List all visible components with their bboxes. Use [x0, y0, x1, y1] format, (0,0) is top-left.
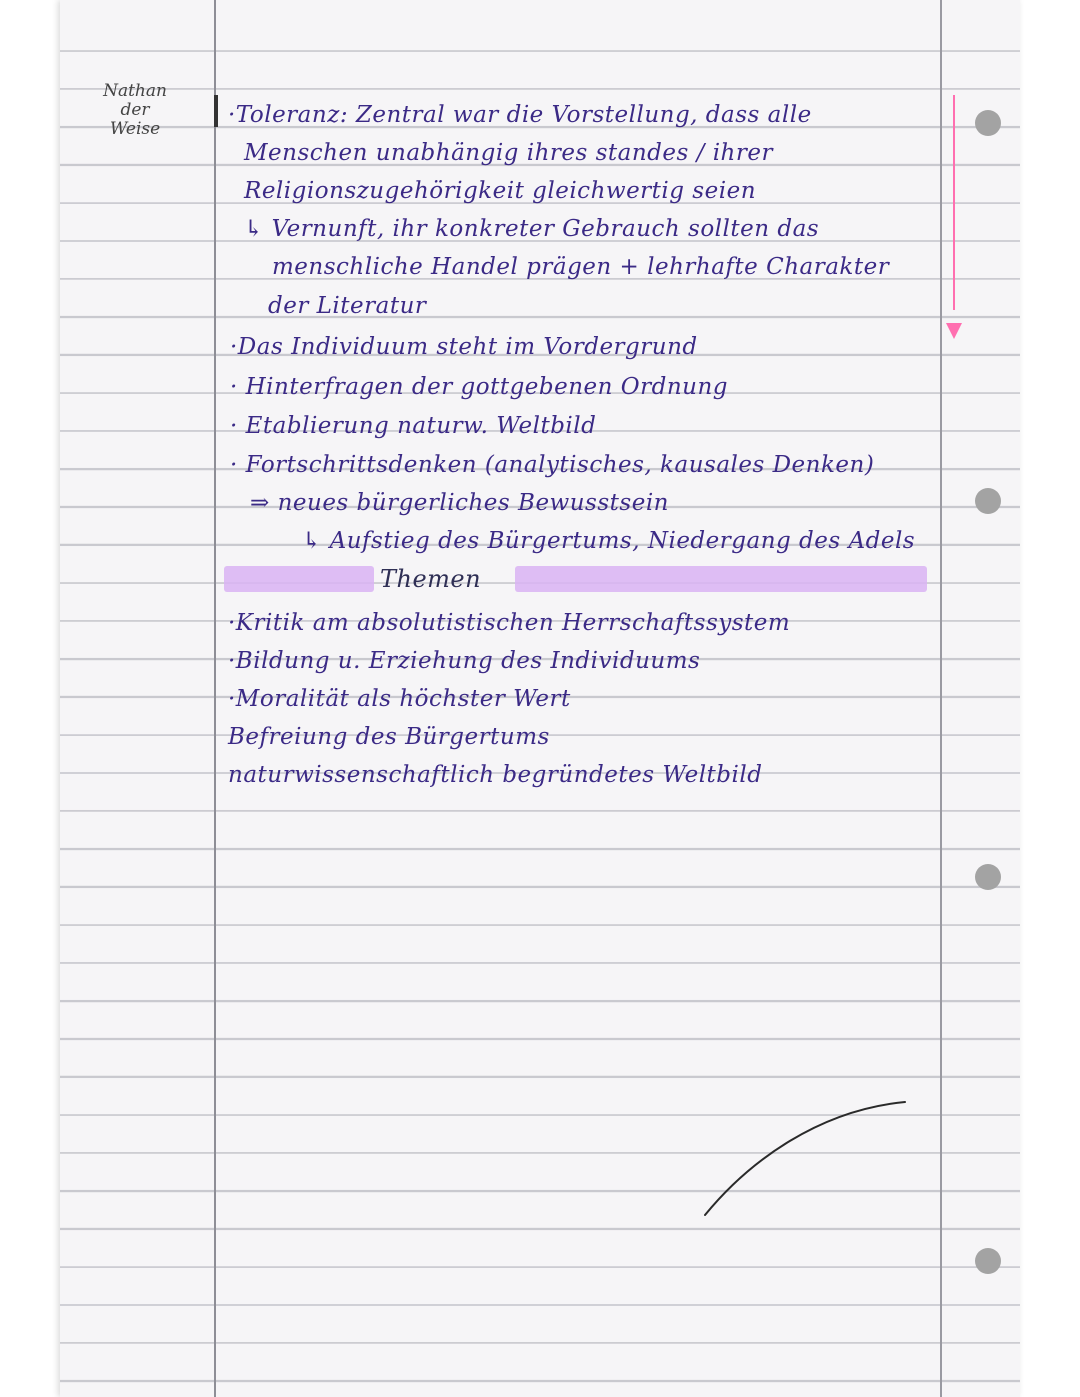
pink-marker-line — [953, 95, 955, 310]
note-line: menschliche Handel prägen + lehrhafte Charakter — [272, 254, 890, 280]
themen-line: ·Bildung u. Erziehung des Individuums — [228, 648, 701, 674]
left-margin-line — [214, 0, 216, 1397]
note-line: · Fortschrittsdenken (analytisches, kausales Denken) — [230, 452, 875, 478]
note-line: Menschen unabhängig ihres standes / ihrer — [244, 140, 773, 166]
note-line: · Hinterfragen der gottgebenen Ordnung — [230, 374, 729, 400]
themen-line: ·Kritik am absolutistischen Herrschaftssystem — [228, 610, 791, 636]
note-line: ⇒ neues bürgerliches Bewusstsein — [250, 490, 669, 516]
note-line: ·Das Individuum steht im Vordergrund — [230, 334, 698, 360]
side-note-line: Weise — [109, 119, 161, 139]
note-line: der Literatur — [268, 293, 427, 319]
note-line: Religionszugehörigkeit gleichwertig seien — [244, 178, 757, 204]
bracket-mark — [214, 95, 218, 127]
note-line: ↳ Aufstieg des Bürgertums, Niedergang des Adels — [302, 528, 916, 554]
themen-line: naturwissenschaftlich begründetes Weltbild — [228, 762, 763, 788]
themen-line: Befreiung des Bürgertums — [228, 724, 550, 750]
side-note — [80, 82, 190, 139]
pink-arrow-icon — [946, 323, 962, 339]
note-line: ↳ Vernunft, ihr konkreter Gebrauch sollten das — [244, 216, 820, 242]
highlight-bar — [224, 566, 374, 592]
themen-line: ·Moralität als höchster Wert — [228, 686, 571, 712]
punch-hole — [975, 864, 1001, 890]
note-line: ·Toleranz: Zentral war die Vorstellung, dass alle — [228, 102, 812, 128]
punch-hole — [975, 110, 1001, 136]
section-heading: Themen — [380, 565, 482, 593]
pen-stroke — [690, 1090, 920, 1230]
punch-hole — [975, 1248, 1001, 1274]
highlight-bar — [515, 566, 927, 592]
side-note-line: Nathan — [103, 81, 167, 101]
right-margin-line — [940, 0, 942, 1397]
side-note-line: der — [120, 100, 150, 120]
punch-hole — [975, 488, 1001, 514]
note-line: · Etablierung naturw. Weltbild — [230, 413, 597, 439]
